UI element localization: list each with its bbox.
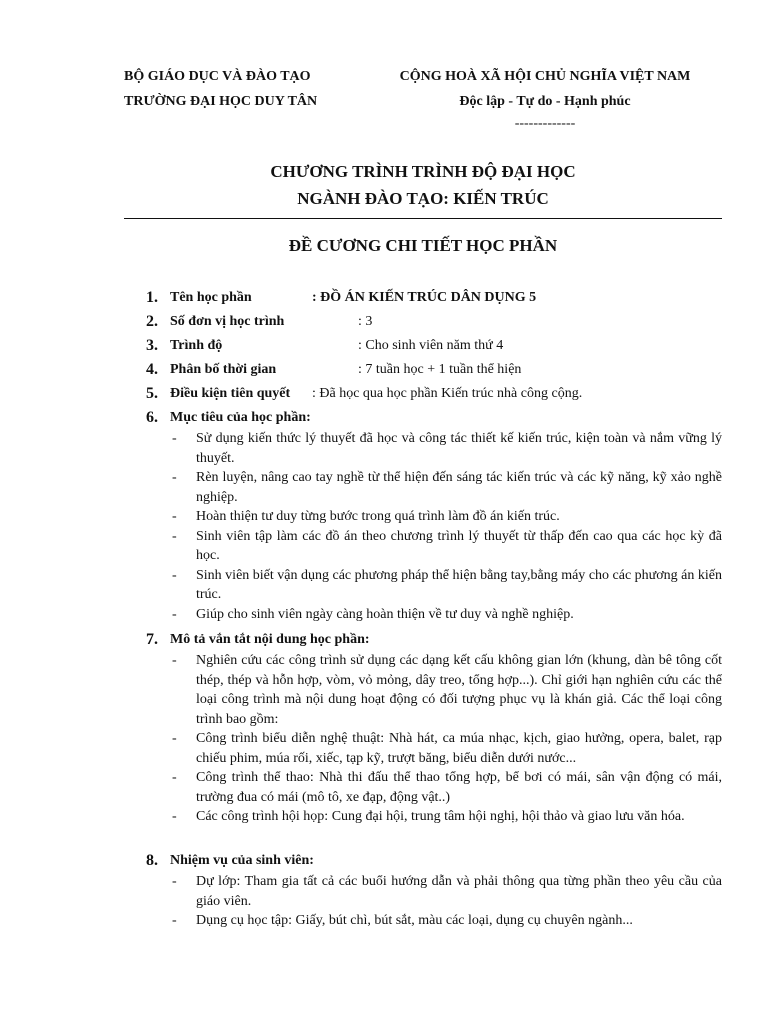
section-heading — [146, 850, 726, 872]
list-item: - Sinh viên biết vận dụng các phương pháp thể hiện bằng tay,bằng máy cho các phương án kiến trúc. — [172, 567, 722, 602]
list-item: - Sử dụng kiến thức lý thuyết đã học và công tác thiết kế kiến trúc, kiện toàn và nắm vững lý thuyết. — [172, 431, 722, 466]
section-heading — [146, 629, 726, 651]
info-value: : 7 tuần học + 1 tuần thể hiện — [358, 362, 522, 377]
program-title: CHƯƠNG TRÌNH TRÌNH ĐỘ ĐẠI HỌC — [270, 162, 576, 181]
item-number: 1. — [146, 289, 158, 306]
item-number: 2. — [146, 313, 158, 330]
info-value: : Đã học qua học phần Kiến trúc nhà công cộng. — [312, 386, 583, 401]
item-number: 6. — [146, 409, 158, 426]
bullet-dash: - — [172, 770, 177, 785]
list-item: - Giúp cho sinh viên ngày càng hoàn thiện về tư duy và nghề nghiệp. — [146, 605, 722, 625]
major-title: NGÀNH ĐÀO TẠO: KIẾN TRÚC — [297, 189, 549, 208]
duties-list — [146, 872, 726, 931]
section-objectives — [146, 407, 726, 624]
bullet-dash: - — [172, 809, 177, 824]
info-row-time — [146, 359, 726, 383]
list-item: - Nghiên cứu các công trình sử dụng các dạng kết cấu không gian lớn (khung, dàn bê tông cốt thép, thép và hỗn hợp, vòm, vỏ mỏng, dây treo, tổng hợp...). Chỉ giới hạn nghiên cứu các thể loại công trình mà nội dung hoạt động có đối tượng phục vụ là khán giả. Các thể loại công trình bao gồm: — [172, 653, 722, 727]
list-item: - Công trình biểu diễn nghệ thuật: Nhà hát, ca múa nhạc, kịch, giao hưởng, opera, balet, rạp chiếu phim, múa rối, xiếc, tạp kỹ, trượt băng, biểu diễn dưới nước... — [172, 731, 722, 766]
bullet-dash: - — [172, 470, 177, 485]
info-label: Phân bố thời gian — [170, 362, 277, 377]
ministry-header — [124, 64, 364, 114]
objectives-list — [146, 429, 726, 624]
list-item: - Sinh viên tập làm các đồ án theo chương trình lý thuyết từ thấp đến cao qua các học kỳ đã học. — [172, 528, 722, 563]
section-heading — [146, 407, 726, 429]
bullet-dash: - — [172, 509, 177, 524]
info-label: Trình độ — [170, 338, 223, 353]
info-value: : ĐỒ ÁN KIẾN TRÚC DÂN DỤNG 5 — [312, 290, 537, 305]
item-number: 5. — [146, 385, 158, 402]
list-item: - Dụng cụ học tập: Giấy, bút chì, bút sắt, màu các loại, dụng cụ chuyên ngành... — [146, 911, 722, 931]
info-row-prerequisite — [146, 383, 726, 407]
info-label: Số đơn vị học trình — [170, 314, 285, 329]
bullet-dash: - — [172, 731, 177, 746]
list-item: - Các công trình hội họp: Cung đại hội, trung tâm hội nghị, hội thảo và giao lưu văn hóa. — [146, 807, 722, 827]
info-label: Điều kiện tiên quyết — [170, 386, 291, 401]
info-row-course-name — [146, 287, 726, 311]
info-row-credits — [146, 311, 726, 335]
description-list — [146, 651, 726, 827]
item-number: 8. — [146, 852, 158, 869]
item-number: 7. — [146, 631, 158, 648]
section-title: Nhiệm vụ của sinh viên: — [170, 853, 314, 868]
bullet-dash: - — [172, 567, 177, 583]
title-divider — [124, 218, 722, 219]
bullet-dash: - — [172, 606, 177, 622]
section-description — [146, 629, 726, 827]
list-item: - Hoàn thiện tư duy từng bước trong quá trình làm đồ án kiến trúc. — [146, 507, 722, 527]
country-name: CỘNG HOÀ XÃ HỘI CHỦ NGHĨA VIỆT NAM — [399, 69, 691, 84]
national-header — [380, 64, 710, 134]
list-item: - Rèn luyện, nâng cao tay nghề từ thể hiện đến sáng tác kiến trúc và các kỹ năng, kỹ xảo nghề nghiệp. — [172, 470, 722, 505]
section-student-duties — [146, 850, 726, 931]
section-title: Mô tả vắn tắt nội dung học phần: — [170, 632, 370, 647]
document-title: ĐỀ CƯƠNG CHI TIẾT HỌC PHẦN — [288, 236, 558, 255]
bullet-dash: - — [172, 874, 177, 889]
info-value: : 3 — [358, 314, 373, 329]
section-title: Mục tiêu của học phần: — [170, 410, 311, 425]
course-info-list — [146, 287, 726, 407]
header-separator: ------------- — [514, 116, 576, 131]
national-motto: Độc lập - Tự do - Hạnh phúc — [459, 94, 631, 109]
list-item: - Dự lớp: Tham gia tất cả các buổi hướng dẫn và phải thông qua từng phần theo yêu cầu của giáo viên. — [172, 874, 722, 909]
bullet-dash: - — [172, 653, 177, 668]
bullet-dash: - — [172, 528, 177, 544]
info-row-level — [146, 335, 726, 359]
item-number: 3. — [146, 337, 158, 354]
bullet-dash: - — [172, 431, 177, 446]
university-name: TRƯỜNG ĐẠI HỌC DUY TÂN — [124, 94, 318, 109]
info-label: Tên học phần — [170, 290, 252, 305]
program-titles — [124, 158, 722, 212]
ministry-name: BỘ GIÁO DỤC VÀ ĐÀO TẠO — [124, 69, 311, 84]
list-item: - Công trình thể thao: Nhà thi đấu thể thao tổng hợp, bể bơi có mái, sân vận động có mái, trường đua có mái (mô tô, xe đạp, động vật..) — [172, 770, 722, 805]
item-number: 4. — [146, 361, 158, 378]
bullet-dash: - — [172, 913, 177, 928]
info-value: : Cho sinh viên năm thứ 4 — [358, 338, 504, 353]
